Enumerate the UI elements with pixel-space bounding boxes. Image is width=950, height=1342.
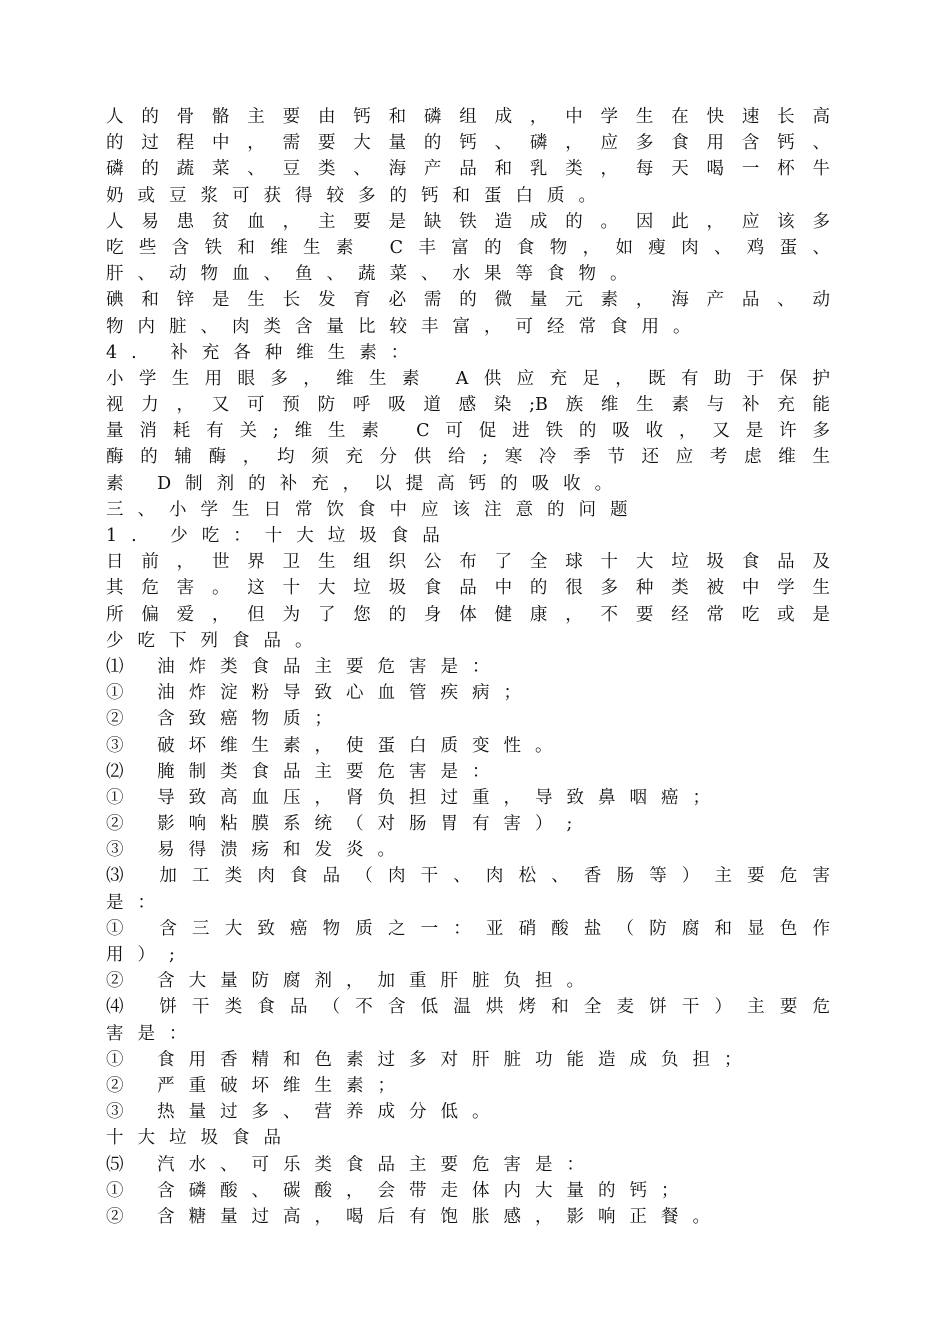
text-line: 三、小学生日常饮食中应该注意的问题 xyxy=(106,499,642,520)
text-line: ② 含糖量过高，喝后有饱胀感，影响正餐。 xyxy=(106,1206,725,1227)
text-line: ⑷​ ​饼​干​类​食​品​（​不​含​低​温​烘​烤​和​全​麦​饼​干​）​主​要​危 xyxy=(106,997,830,1018)
text-line: ② 含大量防腐剂，加重肝脏负担。 xyxy=(106,971,599,992)
text-line: 害是： xyxy=(106,1023,201,1044)
text-line: ① 导致高血压，肾负担过重，导致鼻咽癌； xyxy=(106,787,725,808)
text-line: 的​过​程​中​，​需​要​大​量​的​钙​、​磷​，​应​多​食​用​含​钙​、 xyxy=(106,133,830,154)
text-line: ⑶​ ​加​工​类​肉​食​品​（​肉​干​、​肉​松​、​香​肠​等​）​主​要​危​害 xyxy=(106,866,830,887)
text-line: ③ 破坏维生素，使蛋白质变性。 xyxy=(106,735,567,756)
text-line: 量​消​耗​有​关​;​维​生​素​ ​C​可​促​进​铁​的​吸​收​，​又​是​许​多 xyxy=(106,421,830,442)
text-line: ③ 热量过多、营养成分低。 xyxy=(106,1102,504,1123)
text-line: 小​学​生​用​眼​多​，​维​生​素​ ​A​供​应​充​足​，​既​有​助​于​保​护 xyxy=(106,368,830,389)
text-line: 所​偏​爱​，​但​为​了​您​的​身​体​健​康​，​不​要​经​常​吃​或​是 xyxy=(106,604,830,625)
text-line: ① 食用香精和色素过多对肝脏功能造成负担； xyxy=(106,1049,756,1070)
text-line: 酶​的​辅​酶​，​均​须​充​分​供​给​;​寒​冷​季​节​还​应​考​虑​维​生 xyxy=(106,447,830,468)
text-line: ① 含磷酸、碳酸，会带走体内大量的钙； xyxy=(106,1180,693,1201)
text-line: 十大垃圾食品 xyxy=(106,1128,295,1149)
text-line: 素 D制剂的补充，以提高钙的吸收。 xyxy=(106,473,627,494)
text-line: 奶或豆浆可获得较多的钙和蛋白质。 xyxy=(106,185,610,206)
text-line: 视​力​，​又​可​预​防​呼​吸​道​感​染​;​B​族​维​生​素​与​补​充​能 xyxy=(106,395,830,416)
text-line: 碘​和​锌​是​生​长​发​育​必​需​的​微​量​元​素​，​海​产​品​、​动 xyxy=(106,290,830,311)
text-line: 物内脏、肉类含量比较丰富，可经常食用。 xyxy=(106,316,705,337)
text-line: ③ 易得溃疡和发炎。 xyxy=(106,840,410,861)
text-line: 4. 补充各种维生素： xyxy=(106,342,423,363)
text-line: 少吃下列食品。 xyxy=(106,630,327,651)
text-line: ⑴ 油炸类食品主要危害是： xyxy=(106,656,504,677)
text-line: 其​危​害​。​这​十​大​垃​圾​食​品​中​的​很​多​种​类​被​中​学​生 xyxy=(106,578,830,599)
text-line: ①​ ​含​三​大​致​癌​物​质​之​一​：​亚​硝​酸​盐​（​防​腐​和​显​色​作 xyxy=(106,918,830,939)
text-line: ② 含致癌物质； xyxy=(106,709,347,730)
text-line: ② 影响粘膜系统（对肠胃有害）; xyxy=(106,814,587,835)
text-line: 肝、动物血、鱼、蔬菜、水果等食物。 xyxy=(106,264,642,285)
text-line: 人​的​骨​骼​主​要​由​钙​和​磷​组​成​，​中​学​生​在​快​速​长​高 xyxy=(106,107,830,127)
text-line: 磷​的​蔬​菜​、​豆​类​、​海​产​品​和​乳​类​，​每​天​喝​一​杯​牛 xyxy=(106,159,830,180)
text-line: 人​易​患​贫​血​，​主​要​是​缺​铁​造​成​的​。​因​此​，​应​该​多 xyxy=(106,211,830,232)
text-line: 用）; xyxy=(106,945,189,965)
document-body xyxy=(106,104,830,1230)
text-line: ① 油炸淀粉导致心血管疾病； xyxy=(106,683,536,704)
text-line: 日​前​，​世​界​卫​生​组​织​公​布​了​全​球​十​大​垃​圾​食​品​及 xyxy=(106,552,830,573)
text-line: 1. 少吃：十大垃圾食品 xyxy=(106,526,454,546)
text-line: 吃​些​含​铁​和​维​生​素​ ​C​丰​富​的​食​物​，​如​瘦​肉​、​鸡​蛋​、 xyxy=(106,237,830,258)
text-line: ⑵ 腌制类食品主要危害是： xyxy=(106,761,504,782)
text-line: ⑸ 汽水、可乐类食品主要危害是： xyxy=(106,1154,599,1175)
text-line: ② 严重破坏维生素； xyxy=(106,1075,410,1096)
text-line: 是： xyxy=(106,892,169,913)
